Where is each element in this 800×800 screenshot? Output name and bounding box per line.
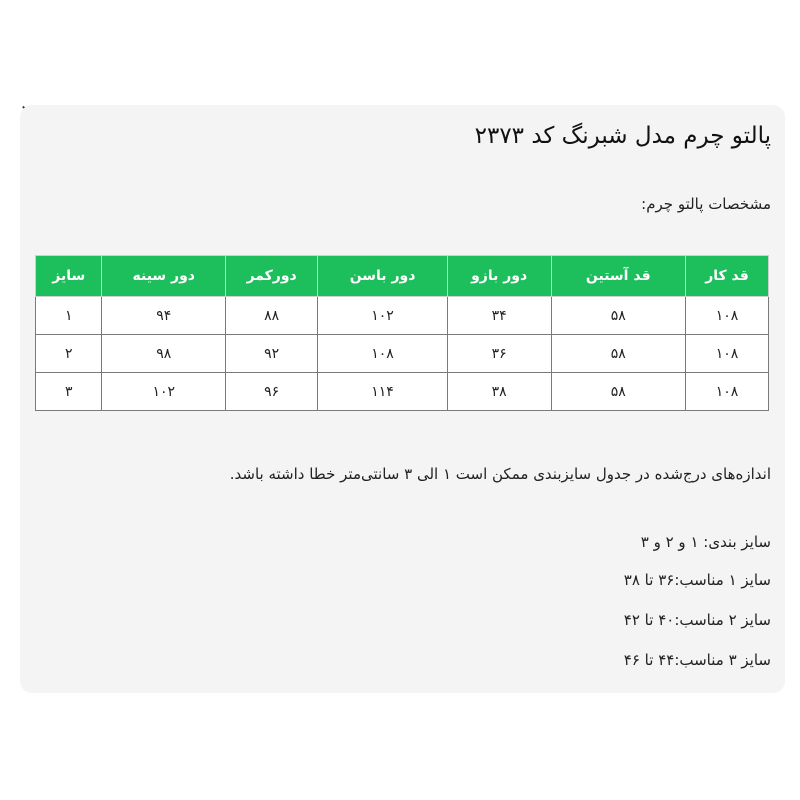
table-cell: ۹۸ bbox=[102, 335, 226, 373]
size-3-fit: سایز ۳ مناسب:۴۴ تا ۴۶ bbox=[623, 651, 771, 669]
table-cell: ۱۰۸ bbox=[318, 335, 447, 373]
table-cell: ۸۸ bbox=[226, 297, 318, 335]
table-row bbox=[36, 297, 769, 335]
table-cell: ۱۱۴ bbox=[318, 373, 447, 411]
table-cell: ۵۸ bbox=[551, 373, 685, 411]
table-row bbox=[36, 335, 769, 373]
size-table bbox=[35, 255, 769, 411]
product-details-panel bbox=[20, 105, 785, 693]
table-cell: ۳۴ bbox=[447, 297, 551, 335]
table-cell: ۱ bbox=[36, 297, 102, 335]
table-row bbox=[36, 373, 769, 411]
table-header-row bbox=[36, 256, 769, 297]
table-cell: ۹۴ bbox=[102, 297, 226, 335]
table-cell: ۳ bbox=[36, 373, 102, 411]
table-cell: ۲ bbox=[36, 335, 102, 373]
header-sleeve-length: قد آستین bbox=[551, 256, 685, 297]
table-cell: ۱۰۲ bbox=[318, 297, 447, 335]
table-cell: ۱۰۸ bbox=[686, 297, 769, 335]
table-cell: ۳۸ bbox=[447, 373, 551, 411]
table-cell: ۱۰۸ bbox=[686, 373, 769, 411]
header-size: سایز bbox=[36, 256, 102, 297]
specs-heading: مشخصات پالتو چرم: bbox=[641, 195, 771, 213]
sizes-available: سایز بندی: ۱ و ۲ و ۳ bbox=[640, 533, 771, 551]
header-chest: دور سینه bbox=[102, 256, 226, 297]
header-hip: دور باسن bbox=[318, 256, 447, 297]
header-arm: دور بازو bbox=[447, 256, 551, 297]
table-cell: ۵۸ bbox=[551, 335, 685, 373]
header-length: قد کار bbox=[686, 256, 769, 297]
table-cell: ۹۶ bbox=[226, 373, 318, 411]
product-title: پالتو چرم مدل شبرنگ کد ۲۳۷۳ bbox=[474, 123, 771, 149]
size-1-fit: سایز ۱ مناسب:۳۶ تا ۳۸ bbox=[623, 571, 771, 589]
table-cell: ۹۲ bbox=[226, 335, 318, 373]
table-cell: ۱۰۲ bbox=[102, 373, 226, 411]
table-cell: ۱۰۸ bbox=[686, 335, 769, 373]
table-cell: ۳۶ bbox=[447, 335, 551, 373]
header-waist: دورکمر bbox=[226, 256, 318, 297]
table-cell: ۵۸ bbox=[551, 297, 685, 335]
size-2-fit: سایز ۲ مناسب:۴۰ تا ۴۲ bbox=[623, 611, 771, 629]
sizing-note: اندازه‌های درج‌شده در جدول سایزبندی ممکن است ۱ الی ۳ سانتی‌متر خطا داشته باشد. bbox=[229, 465, 771, 483]
